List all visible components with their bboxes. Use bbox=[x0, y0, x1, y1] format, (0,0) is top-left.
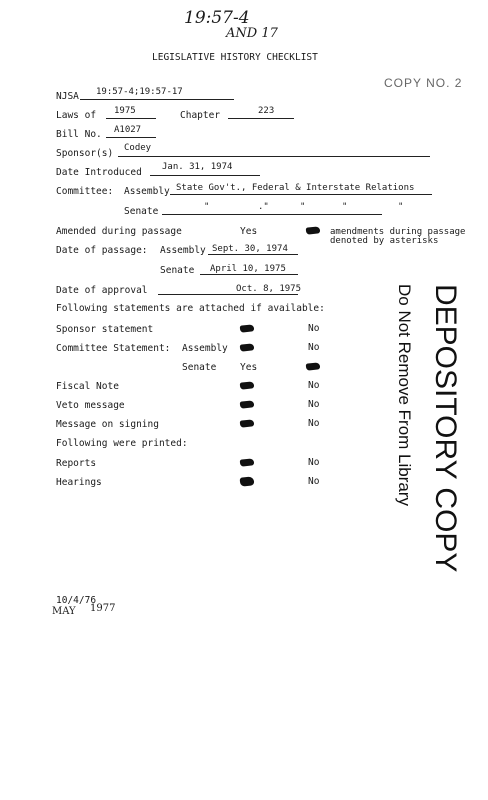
bill-underline bbox=[106, 137, 156, 138]
amend-note-1: amendments during passage bbox=[330, 227, 466, 237]
amended-no-blot bbox=[306, 226, 321, 234]
committee-senate-no-blot bbox=[306, 362, 321, 370]
date-passage-assembly-value: Sept. 30, 1974 bbox=[212, 244, 288, 254]
date-introduced-label: Date Introduced bbox=[56, 167, 142, 178]
njsa-label: NJSA bbox=[56, 91, 79, 102]
senate-ditto-2: ." bbox=[258, 202, 269, 212]
date-introduced-underline bbox=[150, 175, 260, 176]
depository-copy-stamp: DEPOSITORY COPY bbox=[429, 284, 462, 573]
footer-year: 1977 bbox=[90, 603, 116, 614]
date-passage-label: Date of passage: bbox=[56, 245, 148, 256]
reports-no: No bbox=[308, 457, 320, 468]
committee-assembly-no: No bbox=[308, 342, 320, 353]
hearings-label: Hearings bbox=[56, 477, 102, 488]
sponsor-statement-yes-blot bbox=[240, 324, 255, 332]
copy-number: COPY NO. 2 bbox=[384, 76, 463, 90]
sponsor-underline bbox=[118, 156, 430, 157]
date-passage-senate-value: April 10, 1975 bbox=[210, 264, 286, 274]
veto-message-label: Veto message bbox=[56, 400, 125, 411]
date-passage-senate-underline bbox=[200, 274, 298, 275]
veto-message-yes-blot bbox=[240, 400, 255, 408]
date-approval-label: Date of approval bbox=[56, 285, 148, 296]
message-signing-yes-blot bbox=[240, 419, 255, 427]
statements-heading: Following statements are attached if available: bbox=[56, 303, 325, 314]
handwritten-bill-reference: 19:57-4 bbox=[184, 8, 250, 28]
amended-label: Amended during passage bbox=[56, 226, 182, 237]
date-passage-assembly-underline bbox=[208, 254, 298, 255]
sponsor-value: Codey bbox=[124, 143, 152, 153]
reports-yes-blot bbox=[240, 458, 255, 466]
hearings-yes-blot bbox=[240, 476, 255, 486]
njsa-underline bbox=[80, 99, 234, 100]
sponsor-statement-label: Sponsor statement bbox=[56, 324, 154, 335]
senate-ditto-1: " bbox=[204, 202, 210, 212]
fiscal-note-yes-blot bbox=[240, 381, 255, 389]
committee-label: Committee: bbox=[56, 186, 114, 197]
footer-date: 10/4/76 bbox=[56, 595, 97, 606]
senate-ditto-5: " bbox=[398, 202, 404, 212]
date-approval-value: Oct. 8, 1975 bbox=[236, 284, 302, 294]
date-passage-assembly-label: Assembly bbox=[160, 245, 206, 256]
committee-statement-senate: Senate bbox=[182, 362, 217, 373]
date-passage-senate-label: Senate bbox=[160, 265, 195, 276]
committee-statement-assembly: Assembly bbox=[182, 343, 228, 354]
message-signing-label: Message on signing bbox=[56, 419, 159, 430]
amend-note-2: denoted by asterisks bbox=[330, 236, 439, 246]
do-not-remove-stamp: Do Not Remove From Library bbox=[395, 284, 414, 507]
laws-value: 1975 bbox=[114, 106, 136, 116]
committee-assembly-underline bbox=[170, 194, 432, 195]
hearings-no: No bbox=[308, 476, 320, 487]
committee-assembly-label: Assembly bbox=[124, 186, 170, 197]
committee-assembly-value: State Gov't., Federal & Interstate Relations bbox=[176, 183, 415, 193]
handwritten-bill-reference-2: AND 17 bbox=[226, 26, 278, 41]
amended-yes: Yes bbox=[240, 226, 258, 237]
bill-value: A1027 bbox=[114, 125, 142, 135]
printed-heading: Following were printed: bbox=[56, 438, 188, 449]
committee-senate-yes: Yes bbox=[240, 362, 258, 373]
date-approval-underline bbox=[158, 294, 298, 295]
veto-message-no: No bbox=[308, 399, 320, 410]
sponsor-statement-no: No bbox=[308, 323, 320, 334]
sponsor-label: Sponsor(s) bbox=[56, 148, 114, 159]
laws-label: Laws of bbox=[56, 110, 97, 121]
committee-statement-label: Committee Statement: bbox=[56, 343, 171, 354]
bill-label: Bill No. bbox=[56, 129, 102, 140]
chapter-label: Chapter bbox=[180, 110, 221, 121]
fiscal-note-no: No bbox=[308, 380, 320, 391]
date-introduced-value: Jan. 31, 1974 bbox=[162, 162, 233, 172]
fiscal-note-label: Fiscal Note bbox=[56, 381, 119, 392]
senate-ditto-3: " bbox=[300, 202, 306, 212]
committee-senate-underline bbox=[162, 214, 382, 215]
page-title: LEGISLATIVE HISTORY CHECKLIST bbox=[152, 52, 318, 63]
senate-ditto-4: " bbox=[342, 202, 348, 212]
committee-senate-label: Senate bbox=[124, 206, 159, 217]
chapter-underline bbox=[228, 118, 294, 119]
laws-underline bbox=[106, 118, 156, 119]
message-signing-no: No bbox=[308, 418, 320, 429]
reports-label: Reports bbox=[56, 458, 97, 469]
njsa-value: 19:57-4;19:57-17 bbox=[96, 87, 183, 97]
committee-assembly-yes-blot bbox=[240, 343, 255, 351]
chapter-value: 223 bbox=[258, 106, 275, 116]
footer-month: MAY bbox=[52, 606, 76, 617]
